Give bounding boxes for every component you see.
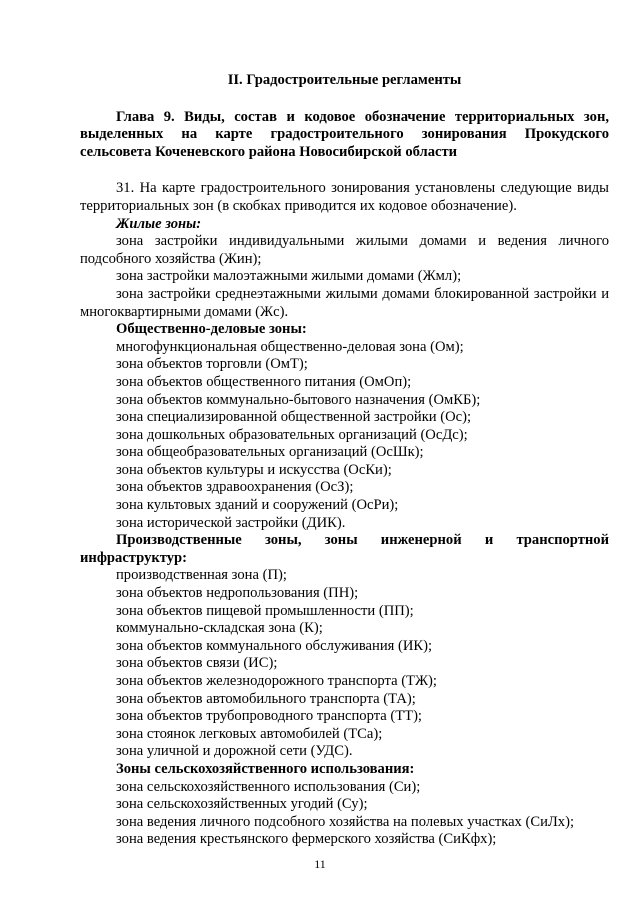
list-item: коммунально-складская зона (К); xyxy=(116,620,323,637)
group-heading-industrial: Производственные зоны, зоны инженерной и транспортной инфраструктур: xyxy=(80,532,609,566)
list-item: зона объектов пищевой промышленности (ПП); xyxy=(116,602,414,619)
list-item: зона уличной и дорожной сети (УДС). xyxy=(116,743,353,760)
list-item: зона объектов культуры и искусства (ОсКи); xyxy=(116,461,392,478)
list-item: зона объектов коммунального обслуживания (ИК); xyxy=(116,637,433,654)
list-item: зона объектов здравоохранения (ОсЗ); xyxy=(116,479,354,496)
list-item: зона объектов коммунально-бытового назначения (ОмКБ); xyxy=(116,391,481,408)
page-content xyxy=(80,72,609,849)
list-item: зона объектов связи (ИС); xyxy=(116,655,278,672)
list-item: зона ведения крестьянского фермерского хозяйства (СиКфх); xyxy=(116,831,497,848)
chapter-title: Глава 9. Виды, состав и кодовое обозначение территориальных зон, выделенных на карте градостроительного зонирования Прокудского сельсовета Коченевского района Новосибирской области xyxy=(80,108,609,160)
list-item: зона объектов недропользования (ПН); xyxy=(116,585,359,602)
group-heading-public-business: Общественно-деловые зоны: xyxy=(116,321,307,338)
list-item: зона объектов общественного питания (ОмОп); xyxy=(116,373,412,390)
list-item: зона специализированной общественной застройки (Ос); xyxy=(116,409,472,426)
list-item: зона культовых зданий и сооружений (ОсРи); xyxy=(116,497,399,514)
list-item: зона общеобразовательных организаций (ОсШк); xyxy=(116,444,424,461)
list-item: зона объектов трубопроводного транспорта (ТТ); xyxy=(116,708,422,725)
list-item: производственная зона (П); xyxy=(116,567,287,584)
list-item: зона дошкольных образовательных организаций (ОсДс); xyxy=(116,426,468,443)
list-item: зона объектов автомобильного транспорта (ТА); xyxy=(116,690,416,707)
list-item: зона застройки малоэтажными жилыми домами (Жмл); xyxy=(116,268,462,285)
intro-paragraph: 31. На карте градостроительного зонирования установлены следующие виды территориальных зон (в скобках приводится их кодовое обозначение). xyxy=(80,180,609,214)
list-item: зона объектов железнодорожного транспорта (ТЖ); xyxy=(116,673,437,689)
list-item: многофункциональная общественно-деловая зона (Ом); xyxy=(116,338,464,355)
list-item: зона объектов торговли (ОмТ); xyxy=(116,356,308,373)
list-item: зона застройки среднеэтажными жилыми домами блокированной застройки и многоквартирными домами (Жс). xyxy=(80,285,609,320)
list-item: зона сельскохозяйственного использования (Си); xyxy=(116,778,421,795)
list-item: зона исторической застройки (ДИК). xyxy=(116,514,346,531)
group-heading-agricultural: Зоны сельскохозяйственного использования: xyxy=(116,760,415,777)
section-title: II. Градостроительные регламенты xyxy=(227,72,462,88)
list-item: зона застройки индивидуальными жилыми домами и ведения личного подсобного хозяйства (Жин); xyxy=(80,233,609,267)
list-item: зона стоянок легковых автомобилей (ТСа); xyxy=(116,725,383,742)
list-item: зона ведения личного подсобного хозяйства на полевых участках (СиЛх); xyxy=(116,813,575,830)
list-item: зона сельскохозяйственных угодий (Су); xyxy=(116,796,368,813)
page-number: 11 xyxy=(314,857,326,871)
group-heading-residential: Жилые зоны: xyxy=(116,215,202,232)
